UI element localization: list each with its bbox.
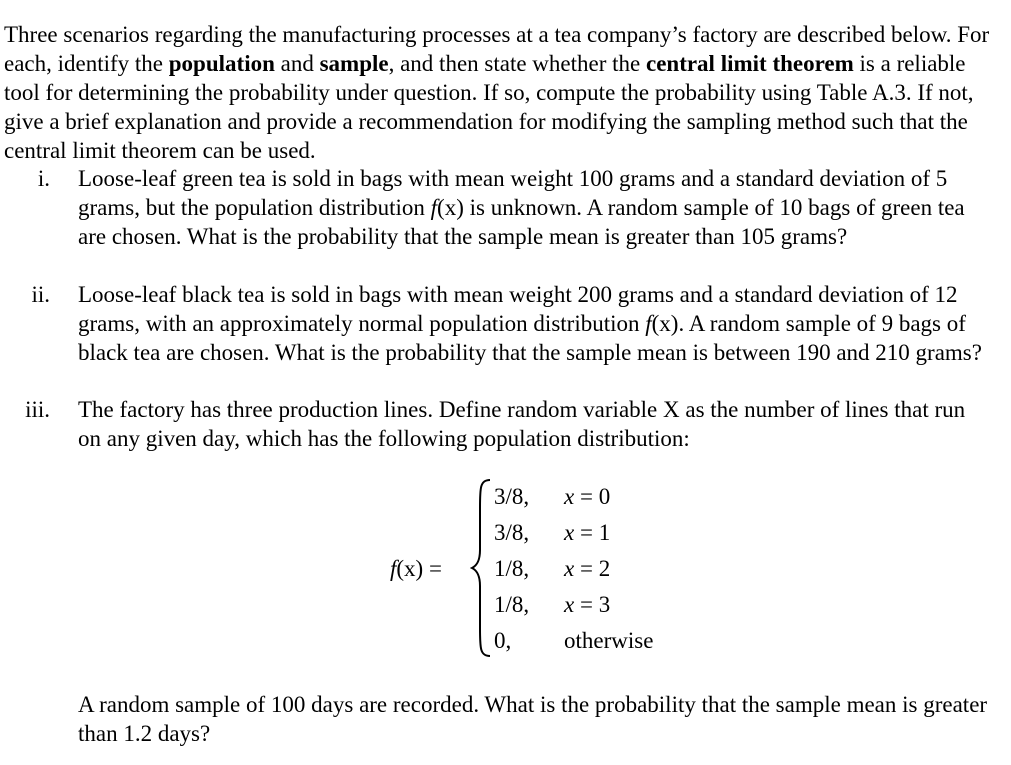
intro-text-2: , and then state whether the — [388, 51, 646, 76]
intro-paragraph — [4, 20, 999, 165]
case-value: 1/8, — [494, 556, 530, 581]
case-var: x — [564, 520, 575, 545]
case-cond-text: = 3 — [574, 592, 611, 617]
case-value: 1/8, — [494, 592, 530, 617]
case-condition — [564, 554, 610, 583]
scenario-number: iii. — [25, 397, 50, 422]
case-condition — [564, 518, 610, 547]
case-cond-text: otherwise — [564, 628, 654, 653]
case-cond-text: = 1 — [574, 520, 611, 545]
case-value: 3/8, — [494, 520, 530, 545]
piecewise-lhs — [390, 554, 442, 583]
case-var: x — [564, 556, 575, 581]
case-value: 0, — [494, 628, 512, 653]
case-var: x — [564, 592, 575, 617]
piecewise-lhs-rest: (x) = — [396, 556, 442, 581]
case-var: x — [564, 484, 575, 509]
intro-text-3: is a reliable tool for determining the probability under question. If so, compute the probability using Table A.3. If not, give a brief explanation and provide a recommendation for modifying the sampling method such that the central limit theorem can be used. — [4, 51, 974, 163]
piecewise-function — [390, 478, 710, 658]
case-condition — [564, 626, 653, 655]
intro-text-1: Three scenarios regarding the manufacturing processes at a tea company’s factory are described below. For each, identify the — [4, 22, 990, 76]
intro-population: population — [168, 51, 275, 76]
scenario-text-a: Loose-leaf green tea is sold in bags with mean weight 100 grams and a standard deviation of 5 grams, but the population distribution — [78, 166, 948, 220]
scenario-fx: f — [430, 195, 438, 220]
scenario-fx: f — [645, 311, 652, 336]
piecewise-lhs-f: f — [390, 556, 397, 581]
case-cond-text: = 2 — [574, 556, 611, 581]
scenario-text-b: (x) is unknown. A random sample of 10 bags of green tea are chosen. What is the probability that the sample mean is greater than 105 grams? — [78, 195, 965, 249]
scenario-text — [78, 164, 988, 251]
case-value: 3/8, — [494, 484, 530, 509]
scenario-number: i. — [37, 166, 50, 191]
final-question: A random sample of 100 days are recorded. What is the probability that the sample mean is greater than 1.2 days? — [78, 692, 988, 746]
scenario-number: ii. — [31, 282, 50, 307]
scenario-text — [78, 395, 988, 453]
case-cond-text: = 0 — [574, 484, 611, 509]
scenario-text-b: (x). A random sample of 9 bags of black tea are chosen. What is the probability that the sample mean is between 190 and 210 grams? — [78, 311, 982, 365]
intro-clt: central limit theorem — [645, 51, 854, 76]
scenario-text — [78, 280, 988, 367]
case-condition — [564, 590, 610, 619]
scenario-text-a: The factory has three production lines. Define random variable X as the number of lines that run on any given day, which has the following population distribution: — [78, 397, 966, 451]
scenario-text-a: Loose-leaf black tea is sold in bags with mean weight 200 grams and a standard deviation of 12 grams, with an approximately normal population distribution — [78, 282, 958, 336]
left-brace-icon — [470, 478, 492, 658]
intro-text-and: and — [274, 51, 320, 76]
case-condition — [564, 482, 610, 511]
intro-sample: sample — [319, 51, 389, 76]
